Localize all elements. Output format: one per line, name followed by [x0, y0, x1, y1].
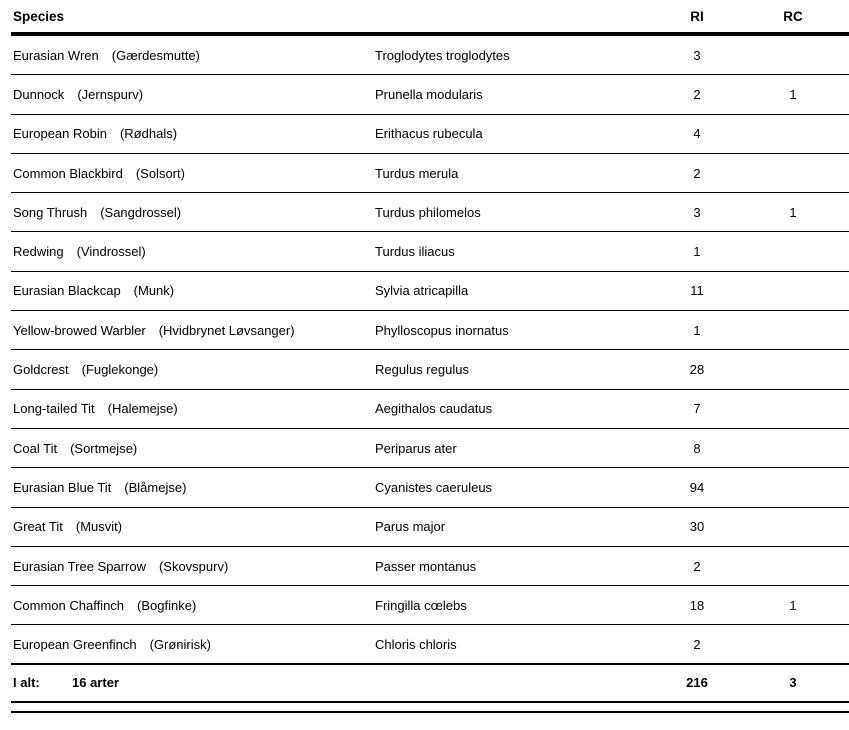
- table-row: [11, 429, 849, 468]
- ri-value: 3: [693, 204, 701, 220]
- table-row: [11, 390, 849, 429]
- table-row: [11, 586, 849, 625]
- ri-value: 1: [693, 244, 701, 260]
- species-latin-name: Parus major: [375, 519, 446, 535]
- species-common-name: Eurasian Wren: [13, 47, 99, 63]
- species-danish-name: (Musvit): [75, 519, 123, 535]
- ri-value: 2: [693, 86, 701, 102]
- table-row: [11, 36, 849, 75]
- ri-value: 30: [689, 519, 705, 535]
- ri-value: 2: [693, 558, 701, 574]
- table-row: [11, 115, 849, 154]
- table-row: [11, 508, 849, 547]
- species-common-name: Long-tailed Tit: [13, 401, 95, 417]
- header-rc: RC: [783, 8, 803, 24]
- table-header-row: [11, 0, 849, 36]
- table-row: [11, 311, 849, 350]
- table-row: [11, 625, 849, 664]
- species-latin-name: Regulus regulus: [375, 362, 469, 378]
- ri-value: 7: [693, 401, 701, 417]
- table-total-row: [11, 665, 849, 703]
- table-row: [11, 350, 849, 389]
- table-row: [11, 75, 849, 114]
- species-danish-name: (Fuglekonge): [81, 362, 159, 378]
- header-species: Species: [13, 8, 65, 24]
- species-latin-name: Sylvia atricapilla: [375, 283, 469, 299]
- ri-value: 94: [689, 479, 705, 495]
- species-danish-name: (Bogfinke): [137, 597, 197, 613]
- total-label: I alt:: [13, 675, 40, 691]
- table-bottom-rule: [11, 711, 849, 713]
- species-common-name: Eurasian Tree Sparrow: [13, 558, 146, 574]
- species-danish-name: (Solsort): [135, 165, 185, 181]
- ri-value: 1: [693, 322, 701, 338]
- total-species-count: 16 arter: [72, 675, 119, 691]
- species-latin-name: Erithacus rubecula: [375, 126, 483, 142]
- species-common-name: European Greenfinch: [13, 636, 137, 652]
- species-common-name: Yellow-browed Warbler: [13, 322, 146, 338]
- ri-value: 11: [690, 283, 704, 299]
- ri-value: 28: [689, 362, 705, 378]
- species-latin-name: Troglodytes troglodytes: [375, 47, 510, 63]
- species-latin-name: Chloris chloris: [375, 636, 457, 652]
- species-danish-name: (Jernspurv): [77, 86, 144, 102]
- species-common-name: Dunnock: [13, 86, 65, 102]
- ri-value: 4: [693, 126, 701, 142]
- species-latin-name: Passer montanus: [375, 558, 477, 574]
- rc-value: 1: [789, 204, 797, 220]
- species-latin-name: Turdus iliacus: [375, 244, 455, 260]
- table-row: [11, 272, 849, 311]
- ri-value: 3: [693, 47, 701, 63]
- species-danish-name: (Blåmejse): [124, 479, 187, 495]
- species-danish-name: (Sangdrossel): [100, 204, 182, 220]
- species-table: [11, 0, 849, 713]
- species-danish-name: (Vindrossel): [76, 244, 146, 260]
- total-ri-value: 216: [686, 675, 708, 691]
- ri-value: 18: [689, 597, 705, 613]
- species-common-name: Common Blackbird: [13, 165, 123, 181]
- species-danish-name: (Munk): [133, 283, 175, 299]
- species-common-name: Goldcrest: [13, 362, 69, 378]
- table-row: [11, 468, 849, 507]
- species-common-name: European Robin: [13, 126, 107, 142]
- species-common-name: Eurasian Blackcap: [13, 283, 121, 299]
- species-latin-name: Aegithalos caudatus: [375, 401, 493, 417]
- species-latin-name: Periparus ater: [375, 440, 457, 456]
- species-latin-name: Turdus philomelos: [375, 204, 481, 220]
- species-danish-name: (Gærdesmutte): [111, 47, 200, 63]
- ri-value: 2: [693, 636, 701, 652]
- table-row: [11, 154, 849, 193]
- rc-value: 1: [789, 86, 797, 102]
- table-row: [11, 232, 849, 271]
- species-common-name: Eurasian Blue Tit: [13, 479, 112, 495]
- ri-value: 2: [693, 165, 701, 181]
- species-latin-name: Cyanistes caeruleus: [375, 479, 493, 495]
- species-danish-name: (Grønirisk): [149, 636, 211, 652]
- header-ri: RI: [690, 8, 704, 24]
- species-danish-name: (Sortmejse): [70, 440, 138, 456]
- species-danish-name: (Skovspurv): [158, 558, 229, 574]
- species-latin-name: Fringilla cœlebs: [375, 597, 467, 613]
- species-latin-name: Prunella modularis: [375, 86, 483, 102]
- species-common-name: Common Chaffinch: [13, 597, 125, 613]
- species-latin-name: Phylloscopus inornatus: [375, 322, 509, 338]
- rc-value: 1: [789, 597, 797, 613]
- species-danish-name: (Rødhals): [119, 126, 178, 142]
- species-common-name: Song Thrush: [13, 204, 88, 220]
- species-common-name: Redwing: [13, 244, 64, 260]
- species-latin-name: Turdus merula: [375, 165, 459, 181]
- total-rc-value: 3: [789, 675, 797, 691]
- table-row: [11, 193, 849, 232]
- species-danish-name: (Hvidbrynet Løvsanger): [158, 322, 295, 338]
- table-row: [11, 547, 849, 586]
- species-common-name: Coal Tit: [13, 440, 58, 456]
- species-danish-name: (Halemejse): [107, 401, 178, 417]
- ri-value: 8: [693, 440, 701, 456]
- species-common-name: Great Tit: [13, 519, 63, 535]
- bottom-spacer: [11, 703, 849, 711]
